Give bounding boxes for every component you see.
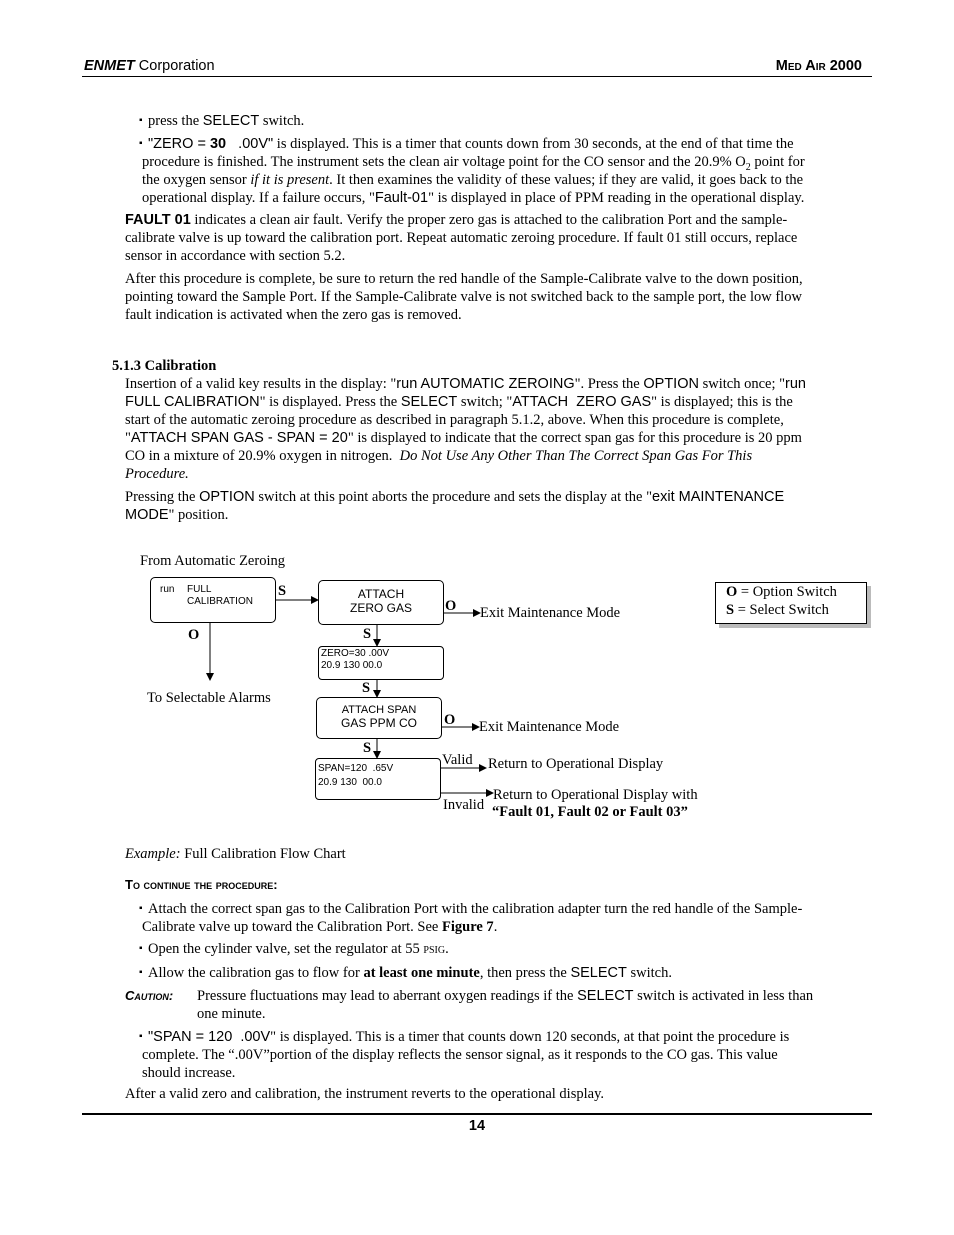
company-suffix: Corporation — [134, 58, 215, 74]
calibration-paragraph-2: Pressing the OPTION switch at this point aborts the procedure and sets the display at the "exit MAINTENANCE MODE" position. — [125, 489, 785, 523]
company-brand: ENMET — [84, 58, 135, 74]
flow-box-span-timer: SPAN=120 .65V 20.9 130 00.0 — [315, 758, 441, 800]
header-product: Med Air 2000 — [775, 58, 862, 74]
flow-exit-maintenance-2: Exit Maintenance Mode — [479, 719, 620, 735]
flow-valid: Valid — [442, 752, 473, 768]
flow-s-1: S — [278, 583, 287, 599]
flow-box-attach-span-gas: ATTACH SPAN GAS PPM CO — [316, 697, 442, 739]
flowchart-caption: Example: Full Calibration Flow Chart — [125, 846, 346, 862]
flow-s-4: S — [363, 740, 372, 756]
flow-legend: O = Option Switch S = Select Switch — [715, 582, 867, 624]
flow-s-2: S — [363, 626, 372, 642]
flow-box-full-calibration: run FULL CALIBRATION — [150, 577, 276, 623]
flow-return-operational-with: Return to Operational Display with — [493, 787, 698, 803]
bullet-attach-span-gas: ▪ Attach the correct span gas to the Calibration Port with the calibration adapter turn the red handle of the Sample- Calibrate valve up toward the Calibration Port. See Figure 7. — [148, 900, 868, 936]
flow-box-attach-zero-gas: ATTACH ZERO GAS — [318, 580, 444, 625]
footer-rule — [82, 1113, 872, 1115]
bullet-open-cylinder: ▪ Open the cylinder valve, set the regulator at 55 psig. — [148, 940, 868, 958]
final-paragraph: After a valid zero and calibration, the instrument reverts to the operational display. — [125, 1086, 605, 1102]
flow-o-3: O — [444, 712, 456, 728]
flow-to-selectable-alarms: To Selectable Alarms — [147, 690, 271, 706]
after-procedure-paragraph: After this procedure is complete, be sure to return the red handle of the Sample-Calibrate valve to the down position, pointing toward the Sample Port. If the Sample-Calibrate valve is not switched back to the sample port, the low flow fault indication is activated when the zero gas is removed. — [125, 271, 803, 323]
bullet-allow-gas-flow: ▪ Allow the calibration gas to flow for at least one minute, then press the SELECT switch. — [148, 964, 868, 982]
section-heading-calibration: 5.1.3 Calibration — [112, 358, 217, 374]
fault01-paragraph: FAULT 01 indicates a clean air fault. Verify the proper zero gas is attached to the calibration Port and the sample- calibrate valve is up toward the calibration port. Repeat automatic zeroing procedure. If fault 01 still occurs, replace sensor in accordance with section 5.2. — [125, 212, 798, 264]
flow-from-auto-zeroing: From Automatic Zeroing — [140, 553, 285, 569]
bullet-span-timer: ▪ "SPAN = 120 .00V" is displayed. This is a timer that counts down 120 seconds, at that point the procedure is complete. The “.00V”portion of the display reflects the sensor signal, as it responds to the CO gas. This value should increase. — [148, 1028, 868, 1082]
bullet-press-select: ▪ press the SELECT switch. — [148, 112, 868, 130]
continue-heading: To continue the procedure: — [125, 877, 278, 892]
flow-box-zero-timer: ZERO=30 .00V 20.9 130 00.0 — [318, 646, 444, 680]
flow-exit-maintenance-1: Exit Maintenance Mode — [480, 605, 621, 621]
flow-fault-list: “Fault 01, Fault 02 or Fault 03” — [492, 804, 688, 820]
flow-s-3: S — [362, 680, 371, 696]
flow-o-1: O — [188, 627, 200, 643]
flow-o-2: O — [445, 598, 457, 614]
caution-note: Caution: Pressure fluctuations may lead to aberrant oxygen readings if the SELECT switch is activated in less than one minute. — [125, 988, 814, 1022]
flow-invalid: Invalid — [443, 797, 485, 813]
page-number: 14 — [468, 1118, 486, 1134]
calibration-paragraph-1: Insertion of a valid key results in the display: "run AUTOMATIC ZEROING". Press the OPTION switch once; "run FULL CALIBRATION" is displayed. Press the SELECT switch; "ATTACH ZERO GAS" is displayed; this is the start of the automatic zeroing procedure as described in paragraph 5.1.2, above. When this procedure is complete, "ATTACH SPAN GAS - SPAN = 20" is displayed to indicate that the correct span gas for this procedure is 20 ppm CO in a mixture of 20.9% oxygen in nitrogen. Do Not Use Any Other Than The Correct Span Gas For This Procedure. — [125, 376, 806, 482]
flow-return-operational: Return to Operational Display — [488, 756, 664, 772]
bullet-zero-timer: ▪ "ZERO = 30 .00V" is displayed. This is a timer that counts down from 30 seconds, at the end of that time the procedure is finished. The instrument sets the clean air voltage point for the CO sensor and the 20.9% $O_2$ point for the oxygen sensor if it is present. It then examines the validity of these values; if they are valid, it goes back to the operational display. If a failure occurs, "Fault-01" is displayed in place of PPM reading in the operational display. — [148, 135, 868, 207]
